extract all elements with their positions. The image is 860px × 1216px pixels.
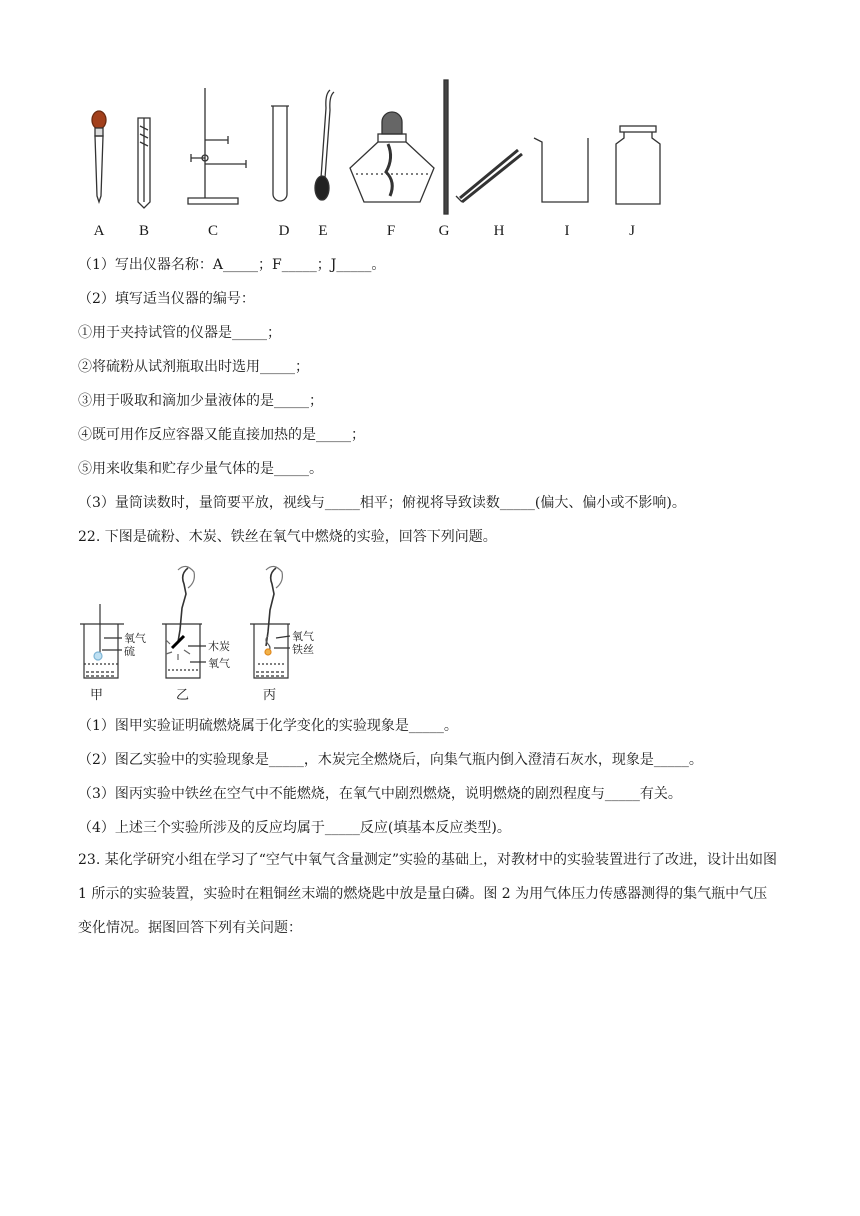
combustion-figure [78, 560, 338, 705]
label-f: F [386, 223, 396, 239]
q21-item1: ①用于夹持试管的仪器是_____； [78, 325, 281, 341]
tweezers-icon [456, 150, 522, 202]
label-b: B [138, 223, 149, 239]
caption-bing: 丙 [263, 688, 277, 703]
q22-part4: （4）上述三个实验所涉及的反应均属于_____反应(填基本反应类型)。 [78, 820, 511, 836]
caption-yi: 乙 [176, 688, 190, 703]
q21-part3: （3）量筒读数时，量筒要平放，视线与_____相平；俯视将导致读数_____(偏大、偏小或不影响)。 [78, 495, 686, 511]
label-d: D [278, 223, 290, 239]
label-g: G [438, 223, 450, 239]
iron-stand-icon [188, 88, 246, 204]
q21-part1: （1）写出仪器名称：A_____；F_____；J_____。 [78, 257, 386, 273]
yi-charcoal-label: 木炭 [208, 640, 230, 653]
bing-iron-wire-label: 铁丝 [292, 643, 314, 656]
test-tube-icon [271, 106, 289, 201]
label-i: I [564, 223, 570, 239]
reagent-bottle-icon [616, 126, 660, 204]
alcohol-lamp-icon [350, 112, 434, 202]
jar-yi-icon [162, 566, 202, 678]
label-e: E [318, 223, 328, 239]
instruments-figure [78, 78, 678, 248]
q22-part1: （1）图甲实验证明硫燃烧属于化学变化的实验现象是_____。 [78, 718, 458, 734]
jar-bing-icon [250, 566, 290, 678]
jia-oxygen-label: 氧气 [124, 632, 146, 645]
glass-rod-icon [444, 80, 448, 214]
q21-item5: ⑤用来收集和贮存少量气体的是_____。 [78, 461, 323, 477]
q21-part2: （2）填写适当仪器的编号： [78, 291, 255, 307]
q23-stem: 23. 某化学研究小组在学习了“空气中氧气含量测定”实验的基础上，对教材中的实验装置进行了改进，设计出如图 1 所示的实验装置，实验时在粗铜丝末端的燃烧匙中放是量白磷。图 2 为用气体压力传感器测得的集气瓶中气压变化情况。据图回答下列有关问题： [78, 852, 778, 936]
beaker-icon [534, 138, 588, 202]
test-tube-holder-icon [138, 118, 150, 208]
yi-oxygen-label: 氧气 [208, 657, 230, 670]
label-c: C [207, 223, 218, 239]
dropper-icon [92, 111, 106, 202]
combustion-spoon-icon [315, 90, 334, 200]
jar-jia-icon [80, 604, 124, 678]
label-h: H [493, 223, 505, 239]
jia-sulfur-label: 硫 [124, 645, 135, 658]
label-a: A [93, 223, 105, 239]
q22-part2: （2）图乙实验中的实验现象是_____，木炭完全燃烧后，向集气瓶内倒入澄清石灰水，现象是_____。 [78, 752, 703, 768]
q21-item3: ③用于吸取和滴加少量液体的是_____； [78, 393, 323, 409]
q21-item4: ④既可用作反应容器又能直接加热的是_____； [78, 427, 365, 443]
instruments-drawing [78, 78, 678, 218]
label-j: J [629, 223, 635, 239]
caption-jia: 甲 [90, 688, 104, 703]
bing-oxygen-label: 氧气 [292, 630, 314, 643]
q22-part3: （3）图丙实验中铁丝在空气中不能燃烧，在氧气中剧烈燃烧，说明燃烧的剧烈程度与_____有关。 [78, 786, 682, 802]
q22-stem: 22. 下图是硫粉、木炭、铁丝在氧气中燃烧的实验，回答下列问题。 [78, 529, 497, 545]
q21-item2: ②将硫粉从试剂瓶取出时选用_____； [78, 359, 309, 375]
